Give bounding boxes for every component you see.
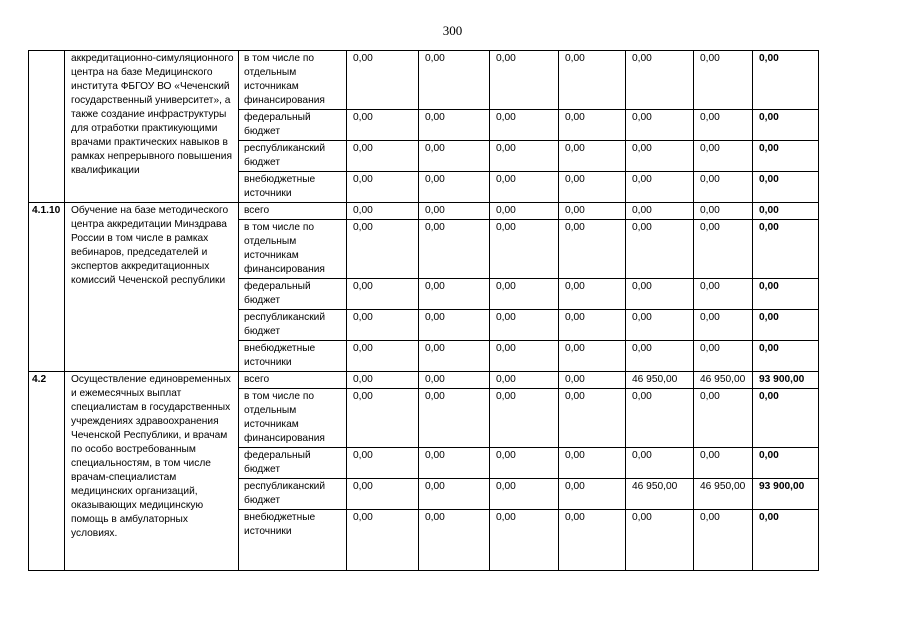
total-value: 93 900,00 xyxy=(753,372,819,389)
year-value: 0,00 xyxy=(490,310,559,341)
table-row xyxy=(29,372,819,389)
total-value: 0,00 xyxy=(753,310,819,341)
year-value: 0,00 xyxy=(419,172,490,203)
year-value: 0,00 xyxy=(626,141,694,172)
year-value: 0,00 xyxy=(626,203,694,220)
total-value: 0,00 xyxy=(753,510,819,571)
year-value: 0,00 xyxy=(559,172,626,203)
year-value: 0,00 xyxy=(694,172,753,203)
year-value: 0,00 xyxy=(419,479,490,510)
year-value: 0,00 xyxy=(490,372,559,389)
item-description: Осуществление единовременных и ежемесячных выплат специалистам в государственных учреждениях здравоохранения Чеченской Республики, и врачам по особо востребованным специальностям, в том числе врачам-специалистам медицинских организаций, оказывающих медицинскую помощь в амбулаторных условиях. xyxy=(65,372,239,571)
year-value: 0,00 xyxy=(490,448,559,479)
table-row xyxy=(29,203,819,220)
table-row xyxy=(29,51,819,110)
funding-source: внебюджетные источники xyxy=(239,172,347,203)
total-value: 0,00 xyxy=(753,141,819,172)
year-value: 0,00 xyxy=(419,110,490,141)
year-value: 0,00 xyxy=(694,510,753,571)
year-value: 0,00 xyxy=(559,51,626,110)
year-value: 0,00 xyxy=(490,172,559,203)
year-value: 0,00 xyxy=(490,141,559,172)
year-value: 0,00 xyxy=(559,479,626,510)
year-value: 0,00 xyxy=(347,203,419,220)
total-value: 0,00 xyxy=(753,341,819,372)
year-value: 0,00 xyxy=(490,203,559,220)
year-value: 0,00 xyxy=(347,141,419,172)
year-value: 0,00 xyxy=(347,372,419,389)
funding-source: всего xyxy=(239,203,347,220)
year-value: 0,00 xyxy=(419,448,490,479)
funding-source: в том числе по отдельным источникам финансирования xyxy=(239,220,347,279)
funding-source: федеральный бюджет xyxy=(239,448,347,479)
year-value: 0,00 xyxy=(694,220,753,279)
year-value: 0,00 xyxy=(559,279,626,310)
year-value: 0,00 xyxy=(347,479,419,510)
year-value: 0,00 xyxy=(626,110,694,141)
year-value: 0,00 xyxy=(694,448,753,479)
year-value: 0,00 xyxy=(694,279,753,310)
item-description: Обучение на базе методического центра аккредитации Минздрава России в том числе в рамках вебинаров, председателей и экспертов аккредитационных комиссий Чеченской республики xyxy=(65,203,239,372)
item-description: аккредитационно-симуляционного центра на базе Медицинского института ФБГОУ ВО «Чеченский государственный университет», а также создание инфраструктуры для отработки практикующими врачами практических навыков в рамках непрерывного повышения квалификации xyxy=(65,51,239,203)
funding-source: федеральный бюджет xyxy=(239,279,347,310)
year-value: 0,00 xyxy=(559,341,626,372)
year-value: 0,00 xyxy=(419,372,490,389)
year-value: 0,00 xyxy=(347,220,419,279)
funding-source: республиканский бюджет xyxy=(239,141,347,172)
funding-source: федеральный бюджет xyxy=(239,110,347,141)
year-value: 0,00 xyxy=(490,479,559,510)
total-value: 0,00 xyxy=(753,110,819,141)
year-value: 0,00 xyxy=(559,448,626,479)
year-value: 0,00 xyxy=(559,220,626,279)
item-code: 4.1.10 xyxy=(29,203,65,372)
year-value: 0,00 xyxy=(694,203,753,220)
year-value: 0,00 xyxy=(347,51,419,110)
year-value: 0,00 xyxy=(419,220,490,279)
year-value: 0,00 xyxy=(559,141,626,172)
year-value: 0,00 xyxy=(626,279,694,310)
year-value: 0,00 xyxy=(626,172,694,203)
funding-source: всего xyxy=(239,372,347,389)
year-value: 0,00 xyxy=(490,51,559,110)
year-value: 46 950,00 xyxy=(694,479,753,510)
total-value: 0,00 xyxy=(753,172,819,203)
funding-source: в том числе по отдельным источникам финансирования xyxy=(239,51,347,110)
year-value: 0,00 xyxy=(559,389,626,448)
item-code: 4.2 xyxy=(29,372,65,571)
funding-source: внебюджетные источники xyxy=(239,510,347,571)
year-value: 46 950,00 xyxy=(626,372,694,389)
total-value: 93 900,00 xyxy=(753,479,819,510)
funding-source: республиканский бюджет xyxy=(239,479,347,510)
year-value: 0,00 xyxy=(694,51,753,110)
year-value: 0,00 xyxy=(419,279,490,310)
year-value: 0,00 xyxy=(490,110,559,141)
total-value: 0,00 xyxy=(753,279,819,310)
page-number: 300 xyxy=(442,23,463,38)
year-value: 0,00 xyxy=(559,510,626,571)
year-value: 0,00 xyxy=(490,220,559,279)
year-value: 0,00 xyxy=(559,310,626,341)
year-value: 46 950,00 xyxy=(626,479,694,510)
year-value: 0,00 xyxy=(626,220,694,279)
year-value: 0,00 xyxy=(347,310,419,341)
year-value: 0,00 xyxy=(626,389,694,448)
year-value: 0,00 xyxy=(347,389,419,448)
year-value: 0,00 xyxy=(626,51,694,110)
year-value: 0,00 xyxy=(626,448,694,479)
year-value: 0,00 xyxy=(626,310,694,341)
year-value: 0,00 xyxy=(490,389,559,448)
year-value: 0,00 xyxy=(347,510,419,571)
year-value: 0,00 xyxy=(419,203,490,220)
year-value: 0,00 xyxy=(559,110,626,141)
year-value: 0,00 xyxy=(347,279,419,310)
year-value: 0,00 xyxy=(419,341,490,372)
year-value: 0,00 xyxy=(694,389,753,448)
year-value: 0,00 xyxy=(347,172,419,203)
year-value: 0,00 xyxy=(419,51,490,110)
year-value: 0,00 xyxy=(559,372,626,389)
year-value: 0,00 xyxy=(490,510,559,571)
year-value: 0,00 xyxy=(347,341,419,372)
year-value: 0,00 xyxy=(490,341,559,372)
total-value: 0,00 xyxy=(753,51,819,110)
year-value: 0,00 xyxy=(490,279,559,310)
total-value: 0,00 xyxy=(753,203,819,220)
year-value: 0,00 xyxy=(694,341,753,372)
year-value: 0,00 xyxy=(694,141,753,172)
year-value: 0,00 xyxy=(419,310,490,341)
funding-table xyxy=(28,50,819,571)
item-code xyxy=(29,51,65,203)
total-value: 0,00 xyxy=(753,220,819,279)
year-value: 46 950,00 xyxy=(694,372,753,389)
total-value: 0,00 xyxy=(753,389,819,448)
total-value: 0,00 xyxy=(753,448,819,479)
year-value: 0,00 xyxy=(559,203,626,220)
funding-source: внебюджетные источники xyxy=(239,341,347,372)
year-value: 0,00 xyxy=(694,110,753,141)
year-value: 0,00 xyxy=(626,341,694,372)
year-value: 0,00 xyxy=(347,110,419,141)
funding-source: в том числе по отдельным источникам финансирования xyxy=(239,389,347,448)
funding-source: республиканский бюджет xyxy=(239,310,347,341)
year-value: 0,00 xyxy=(347,448,419,479)
year-value: 0,00 xyxy=(694,310,753,341)
year-value: 0,00 xyxy=(419,141,490,172)
year-value: 0,00 xyxy=(626,510,694,571)
year-value: 0,00 xyxy=(419,510,490,571)
year-value: 0,00 xyxy=(419,389,490,448)
